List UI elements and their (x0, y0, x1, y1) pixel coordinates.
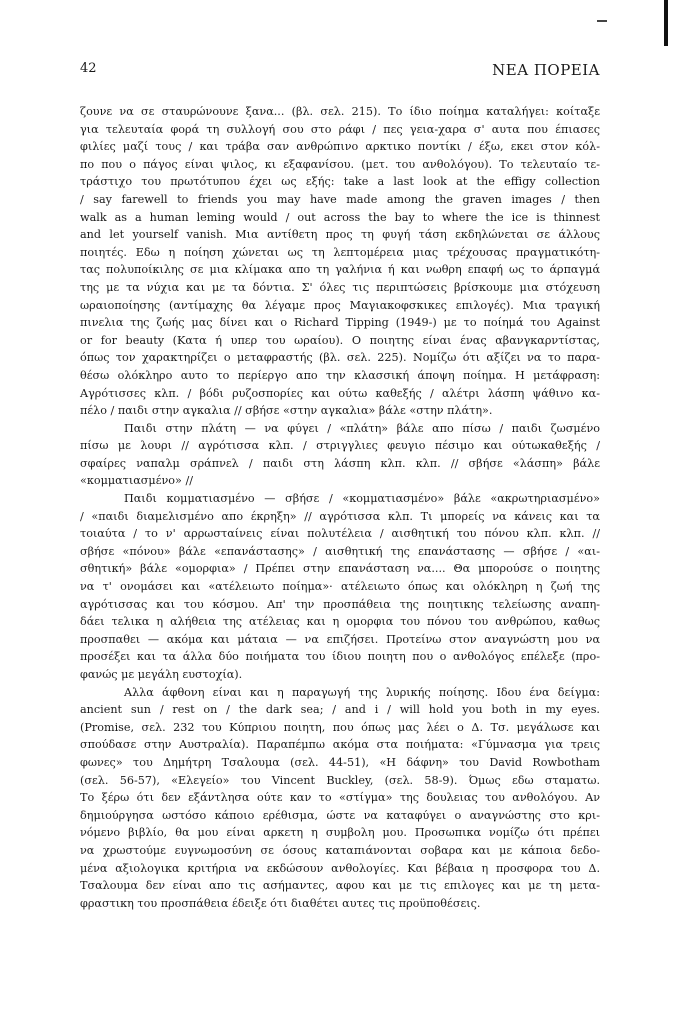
text-line: σθητική» βάλε «ομορφια» / Πρέπει στην επανάσταση να.... Θα μπορούσε ο ποιητης (80, 562, 600, 576)
text-line: τας πολυποίκιλης σε μια κλίμακα απο τη γαλήνια ή και νωθρη επαφή ως το άρπαγμά (80, 263, 600, 277)
text-line: δάει τελικα η αλήθεια της ατέλειας και η ομορφια του πόνου του ανθρώπου, καθως (80, 615, 600, 629)
text-line: θέσω ολόκληρο αυτο το περίεργο απο την κλασσική άποψη ποίημα. Η μετάφραση: (80, 368, 600, 382)
text-line: να χρωστούμε ευγνωμοσύνη σε όσους καταπιάνονται σοβαρα και με κάποια δεδο- (80, 843, 600, 857)
text-line: νόμενο βιβλίο, θα μου είναι αρκετη η συμβολη μου. Προσωπικα νομίζω ότι πρέπει (80, 826, 600, 840)
page-number: 42 (80, 61, 97, 76)
text-line: Το ξέρω ότι δεν εξάντλησα ούτε καν το «στίγμα» της δουλειας του ανθολόγου. Αν (80, 791, 600, 805)
text-line: Παιδι κομματιασμένο — σβήσε / «κομματιασμένο» βάλε «ακρωτηριασμένο» (124, 492, 600, 506)
text-line: Αλλα άφθονη είναι και η παραγωγή της λυρικής ποίησης. Ιδου ένα δείγμα: (124, 685, 600, 699)
text-line: σφαίρες ναπαλμ σράπνελ / παιδι στη λάσπη κλπ. κλπ. // σβήσε «λάσπη» βάλε (80, 456, 600, 470)
text-line: της με τα νύχια και με τα δόντια. Σ' όλες τις περιπτώσεις βρίσκουμε μια στόχευση (80, 280, 600, 294)
text-line: φανώς με μεγάλη ευστοχία). (80, 668, 243, 681)
text-line: δημιούργησα ωστόσο κάποιο ερέθισμα, ώστε να καταφύγει ο αναγνώστης στο κρι- (80, 808, 600, 822)
text-line: φωνες» του Δημήτρη Τσαλουμα (σελ. 44-51), «Η δάφνη» του David Rowbotham (80, 755, 600, 769)
text-line: and let yourself vanish. Μια αντίθετη προς τη φυγή τάση εκδηλώνεται σε άλλους (80, 228, 600, 242)
text-line: να τ' ονομάσει και «ατέλειωτο ποίημα»· ατέλειωτο όπως και ολόκληρη η ζωή της (80, 580, 600, 594)
scan-edge-shadow (664, 0, 668, 46)
text-line: προσπαθει — ακόμα και μάταια — να επιζήσει. Προτείνω στον αναγνώστη μου να (80, 632, 600, 646)
text-line: ωραιοποίησης (αντίμαχης θα λέγαμε προς Μαγιακοφσκικες επιλογές). Μια τραγική (80, 298, 600, 312)
text-line: φραστικη του προσπάθεια έδειξε ότι διαθέτει αυτες τις προϋποθέσεις. (80, 896, 481, 910)
text-line: walk as a human leming would / out across the bay to where the ice is thinnest (80, 210, 600, 224)
text-line: πο που ο πάγος είναι ψιλος, κι εξαφανίσου. (μετ. του ανθολόγου). Το τελευταίο τε- (80, 157, 600, 171)
text-line: πινελια της ζωής μας δίνει και ο Richard Tipping (1949-) με το ποίημά του Against (80, 316, 600, 330)
text-line: Τσαλουμα δεν είναι απο τις ασήμαντες, αφου και με τις επιλογες και με τη μετα- (80, 879, 600, 893)
text-line: αγρότισσας και του κόσμου. Απ' την προσπάθεια της ποιητικης τελείωσης αναπη- (80, 597, 600, 611)
text-line: τοιαύτα / το ν' αρρωσταίνεις είναι πολυτέλεια / αισθητική του πόνου κλπ. κλπ. // (80, 527, 600, 541)
text-line: πίσω με λουρι // αγρότισσα κλπ. / στριγγλιες φευγιο πέσιμο και ούτωκαθεξής / (80, 439, 600, 453)
text-line: «κομματιασμένο» // (80, 474, 193, 488)
text-line: / say farewell to friends you may have made among the graven images / then (80, 192, 600, 206)
text-line: Αγρότισσες κλπ. / βόδι ρυζοσπορίες και ούτω καθεξής / αλέτρι λάσπη ψάθινο κα- (80, 386, 600, 400)
text-line: ποιητές. Εδω η ποίηση χώνεται ως τη λεπτομέρεια μιας τρέχουσας πραγματικότη- (80, 245, 600, 259)
text-line: μένα αξιολογικα κριτήρια να εκδώσουν ανθολογίες. Και βέβαια η προσφορα του Δ. (80, 861, 600, 875)
text-line: όπως τον χαρακτηρίζει ο μεταφραστής (βλ. σελ. 225). Νομίζω ότι αξίζει να το παρα- (80, 351, 600, 365)
text-line: (σελ. 56-57), «Ελεγείο» του Vincent Buckley, (σελ. 58-9). Όμως εδω σταματω. (80, 773, 600, 787)
page-header (80, 61, 600, 83)
text-line: ζουνε να σε σταυρώνουνε ξανα... (βλ. σελ. 215). Το ίδιο ποίημα καταλήγει: κοίταξε (80, 105, 600, 118)
text-line: πέλο / παιδι στην αγκαλια // σβήσε «στην αγκαλια» βάλε «στην πλάτη». (80, 404, 493, 418)
journal-title: ΝΕΑ ΠΟΡΕΙΑ (492, 61, 600, 79)
text-line: για τελευταία φορά τη συλλογή σου στο ράφι / πες γεια-χαρα σ' αυτα που έπιασες (80, 122, 600, 136)
text-line: προσέξει και τα άλλα δύο ποιήματα του ίδιου ποιητη που ο ανθολόγος επέλεξε (προ- (80, 650, 600, 664)
text-line: ancient sun / rest on / the dark sea; / and i / will hold you both in my eyes. (80, 703, 600, 717)
text-line: σβήσε «πόνου» βάλε «επανάστασης» / αισθητική της επανάστασης — σβήσε / «αι- (80, 544, 600, 558)
text-line: σπούδασε στην Αυστραλία). Παραπέμπω ακόμα στα ποιήματα: «Γύμνασμα για τρεις (80, 738, 600, 752)
text-line: Παιδι στην πλάτη — να φύγει / «πλάτη» βάλε απο πίσω / παιδι ζωσμένο (124, 421, 600, 435)
article-body (80, 103, 600, 912)
text-line: φιλίες μαζί τους / και τράβα σαν ανθρώπινο αρκτικο ποντίκι / έξω, εκει στον κόλ- (80, 140, 600, 154)
text-line: / «παιδι διαμελισμένο απο έκρηξη» // αγρότισσα κλπ. Τι μπορείς να κάνεις και τα (80, 509, 600, 523)
text-line: τράστιχο του πρωτότυπου έχει ως εξής: take a last look at the effigy collection (80, 175, 600, 189)
text-line: (Promise, σελ. 232 του Κύπριου ποιητη, που όπως μας λέει ο Δ. Τσ. μεγάλωσε και (80, 720, 600, 734)
text-line: or for beauty (Κατα ή υπερ του ωραίου). Ο ποιητης είναι ένας αβανγκαρντίστας, (80, 333, 600, 347)
scan-mark (597, 20, 607, 22)
